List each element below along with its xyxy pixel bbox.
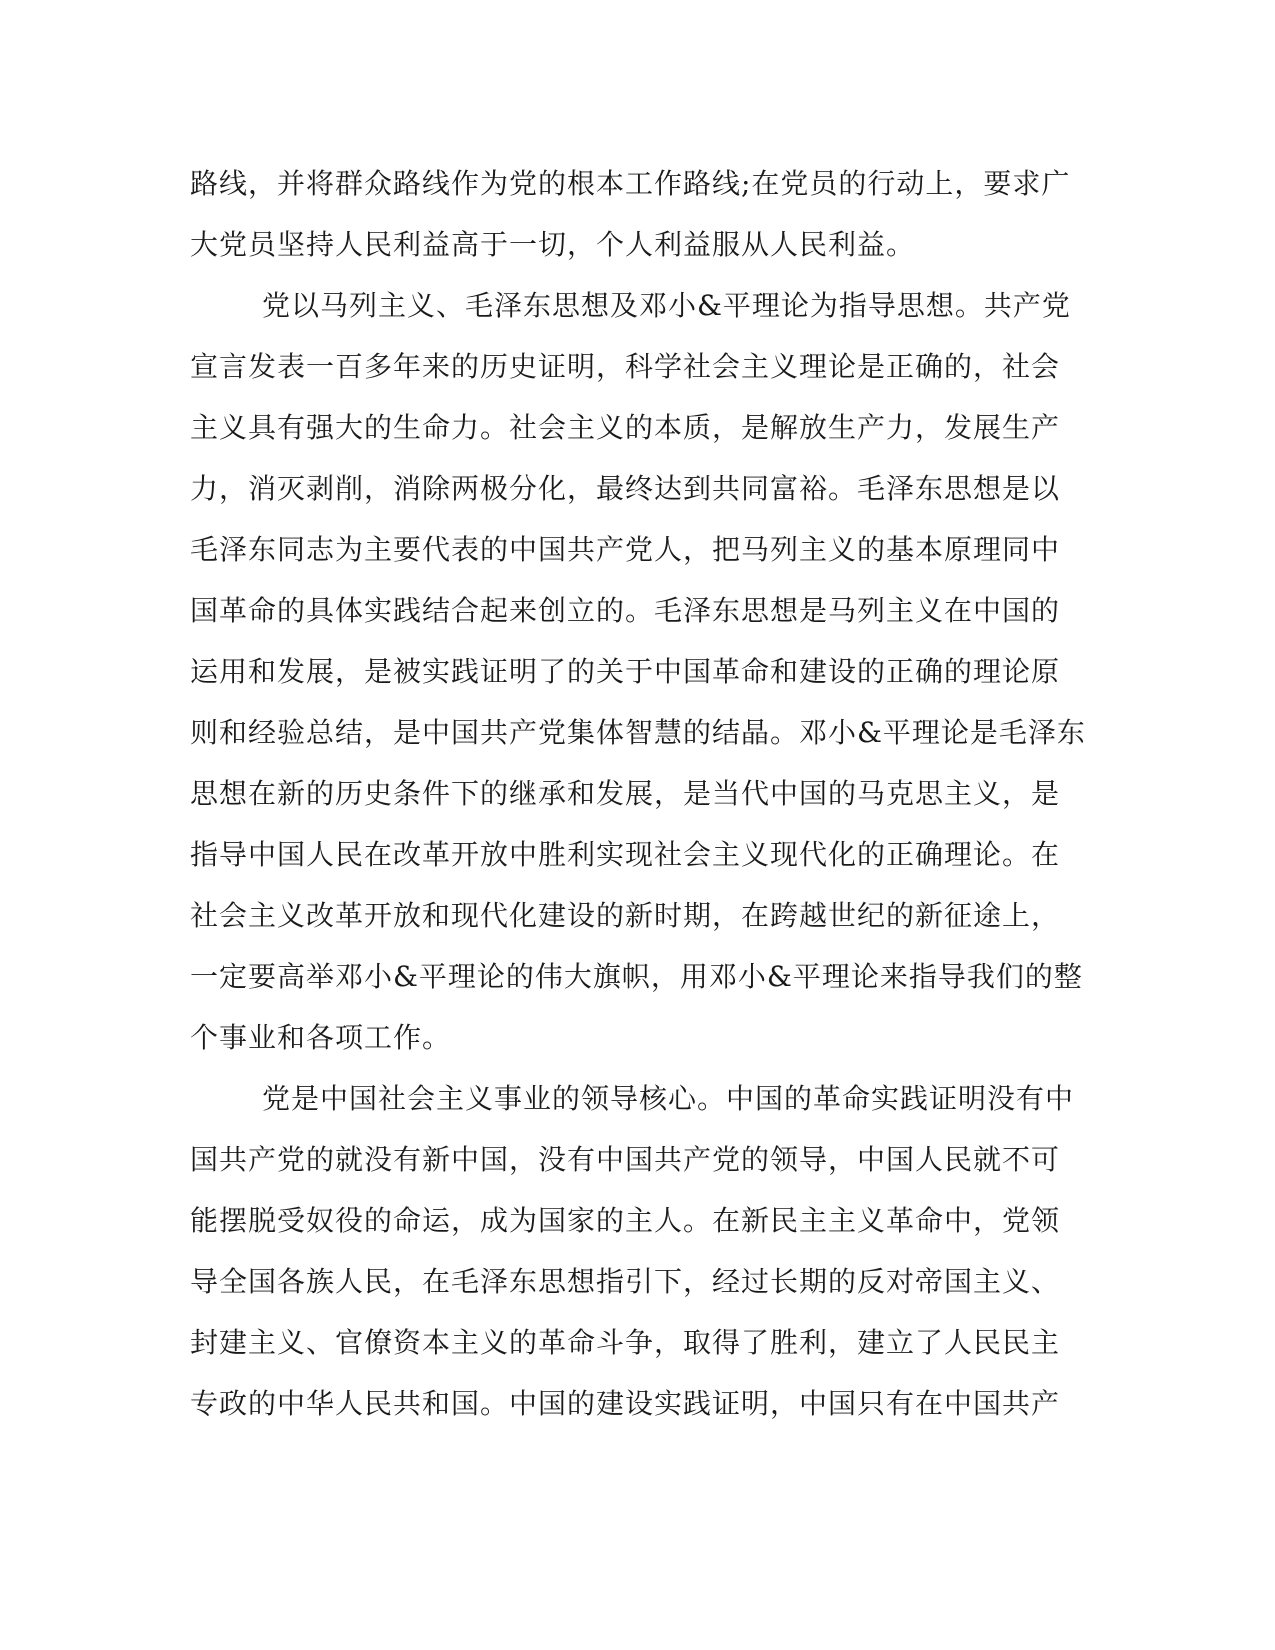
- text-line: 个事业和各项工作。: [190, 1021, 452, 1054]
- text-line: 能摆脱受奴役的命运，成为国家的主人。在新民主主义革命中，党领: [190, 1204, 1061, 1237]
- text-line: 则和经验总结，是中国共产党集体智慧的结晶。邓小&平理论是毛泽东: [190, 716, 1086, 749]
- text-line: 封建主义、官僚资本主义的革命斗争，取得了胜利，建立了人民民主: [190, 1326, 1061, 1359]
- text-line: 运用和发展，是被实践证明了的关于中国革命和建设的正确的理论原: [190, 655, 1061, 688]
- text-line: 思想在新的历史条件下的继承和发展，是当代中国的马克思主义，是: [190, 777, 1061, 810]
- text-line: 一定要高举邓小&平理论的伟大旗帜，用邓小&平理论来指导我们的整: [190, 960, 1083, 993]
- text-line: 导全国各族人民，在毛泽东思想指引下，经过长期的反对帝国主义、: [190, 1265, 1061, 1298]
- paragraph-first-line: 党以马列主义、毛泽东思想及邓小&平理论为指导思想。共产党: [262, 289, 1071, 322]
- text-line: 国革命的具体实践结合起来创立的。毛泽东思想是马列主义在中国的: [190, 594, 1061, 627]
- text-line: 指导中国人民在改革开放中胜利实现社会主义现代化的正确理论。在: [190, 838, 1061, 871]
- text-line: 主义具有强大的生命力。社会主义的本质，是解放生产力，发展生产: [190, 411, 1061, 444]
- text-line: 毛泽东同志为主要代表的中国共产党人，把马列主义的基本原理同中: [190, 533, 1061, 566]
- text-line: 宣言发表一百多年来的历史证明，科学社会主义理论是正确的，社会: [190, 350, 1061, 383]
- text-line: 大党员坚持人民利益高于一切，个人利益服从人民利益。: [190, 228, 916, 261]
- text-line: 路线，并将群众路线作为党的根本工作路线;在党员的行动上，要求广: [190, 167, 1071, 200]
- text-line: 国共产党的就没有新中国，没有中国共产党的领导，中国人民就不可: [190, 1143, 1061, 1176]
- text-line: 社会主义改革开放和现代化建设的新时期，在跨越世纪的新征途上，: [190, 899, 1061, 932]
- body-text: [190, 162, 1086, 1443]
- text-line: 专政的中华人民共和国。中国的建设实践证明，中国只有在中国共产: [190, 1387, 1061, 1420]
- paragraph-first-line: 党是中国社会主义事业的领导核心。中国的革命实践证明没有中: [262, 1082, 1075, 1115]
- text-line: 力，消灭剥削，消除两极分化，最终达到共同富裕。毛泽东思想是以: [190, 472, 1061, 505]
